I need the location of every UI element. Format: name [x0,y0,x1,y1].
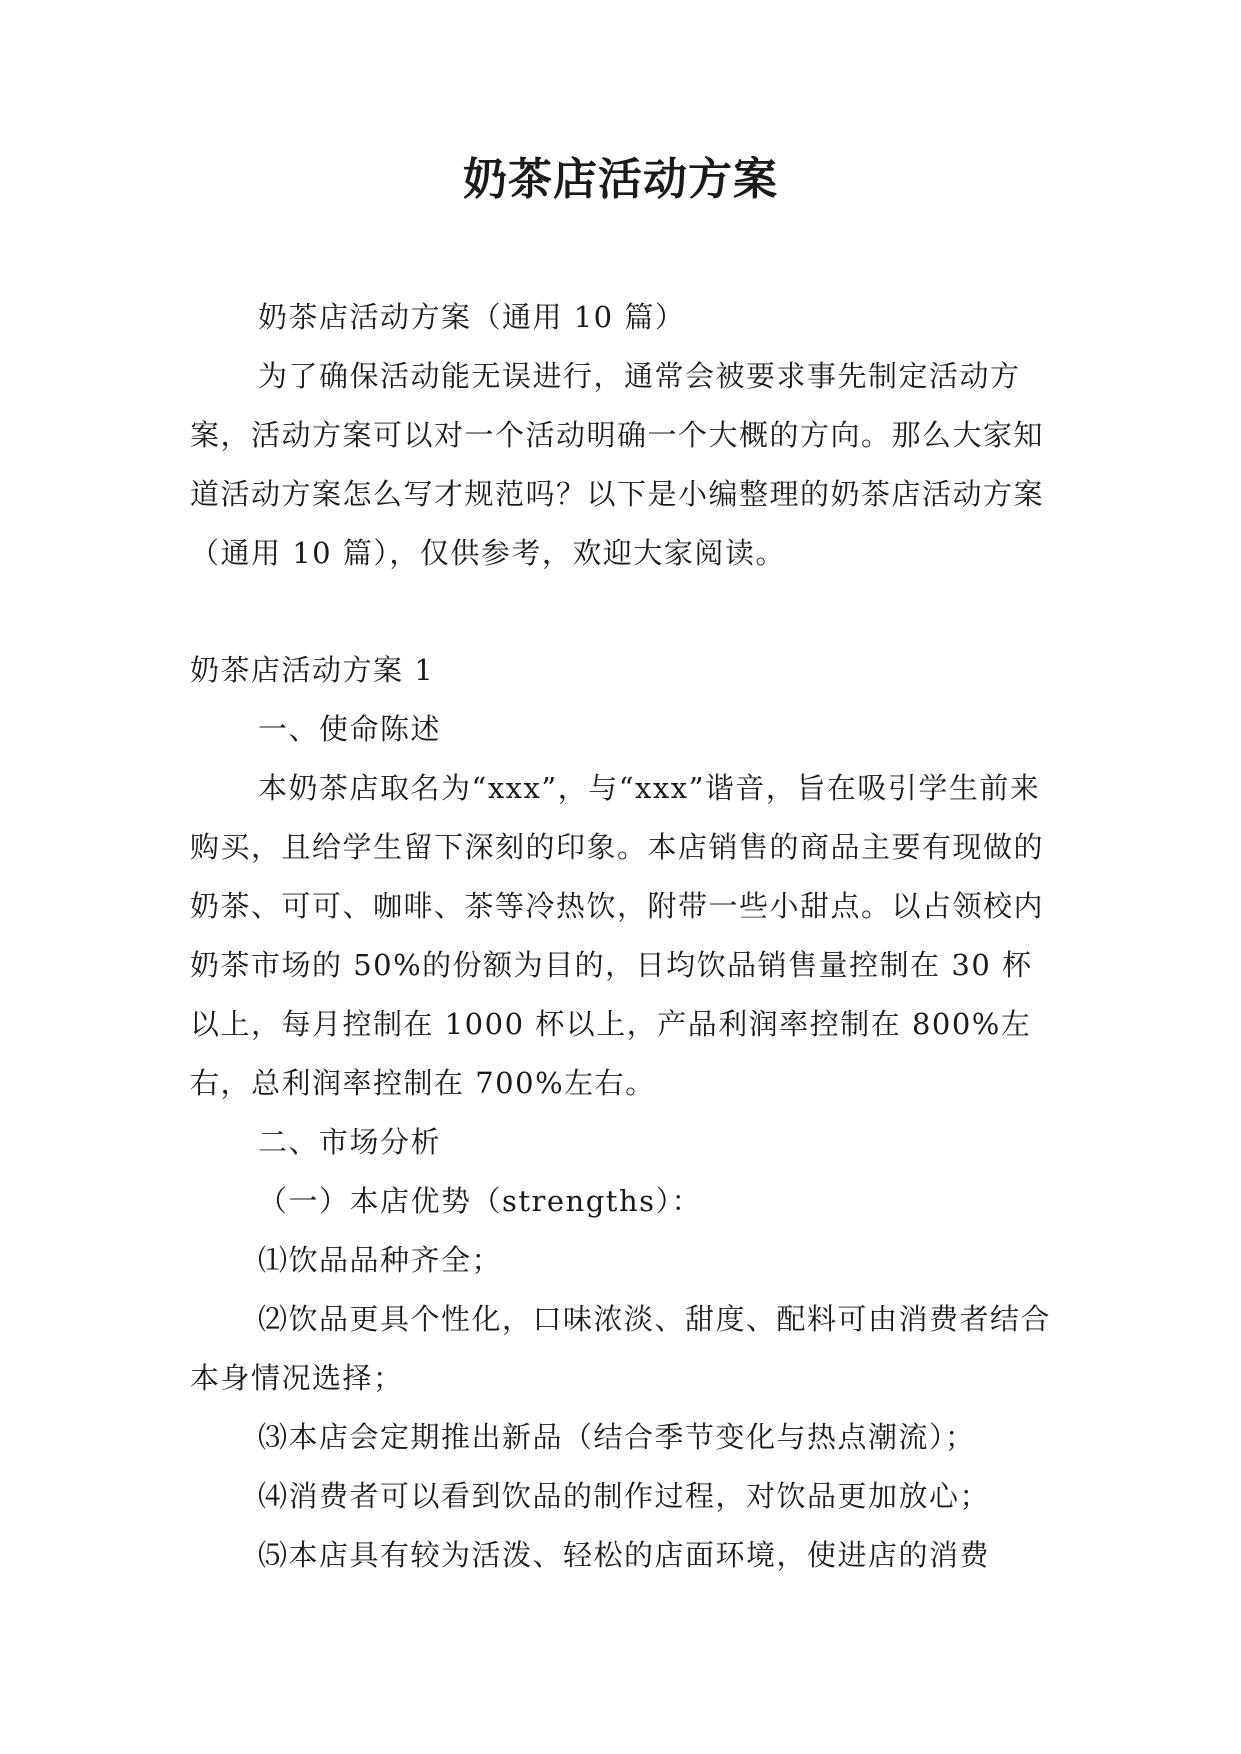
heading-mission: 一、使命陈述 [258,712,442,746]
mission-paragraph: 本奶茶店取名为“xxx”，与“xxx”谐音，旨在吸引学生前来购买，且给学生留下深刻的印象。本店销售的商品主要有现做的奶茶、可可、咖啡、茶等冷热饮，附带一些小甜点。以占领校内奶茶市场的 50%的份额为目的，日均饮品销售量控制在 30 杯以上，每月控制在 1000 杯以上，产品利润率控制在 800%左右，总利润率控制在 700%左右。 [190,771,1045,1100]
list-item: ⑸本店具有较为活泼、轻松的店面环境，使进店的消费 [258,1538,991,1572]
list-item: ⑴饮品品种齐全； [258,1243,503,1277]
heading-strengths: （一）本店优势（strengths）： [258,1184,703,1218]
document-title: 奶茶店活动方案 [463,154,778,205]
list-item: ⑵饮品更具个性化，口味浓淡、甜度、配料可由消费者结合本身情况选择； [190,1302,1052,1395]
paragraph-gap [190,583,1052,641]
list-item: ⑷消费者可以看到饮品的制作过程，对饮品更加放心； [258,1479,991,1513]
intro-paragraph: 为了确保活动能无误进行，通常会被要求事先制定活动方案，活动方案可以对一个活动明确一个大概的方向。那么大家知道活动方案怎么写才规范吗？以下是小编整理的奶茶店活动方案（通用 10 篇），仅供参考，欢迎大家阅读。 [190,359,1045,570]
list-item: ⑶本店会定期推出新品（结合季节变化与热点潮流）； [258,1420,976,1454]
section-title: 奶茶店活动方案 1 [190,653,435,687]
document-body [190,288,1052,1585]
subtitle: 奶茶店活动方案（通用 10 篇） [258,300,686,334]
heading-market-analysis: 二、市场分析 [258,1125,442,1159]
